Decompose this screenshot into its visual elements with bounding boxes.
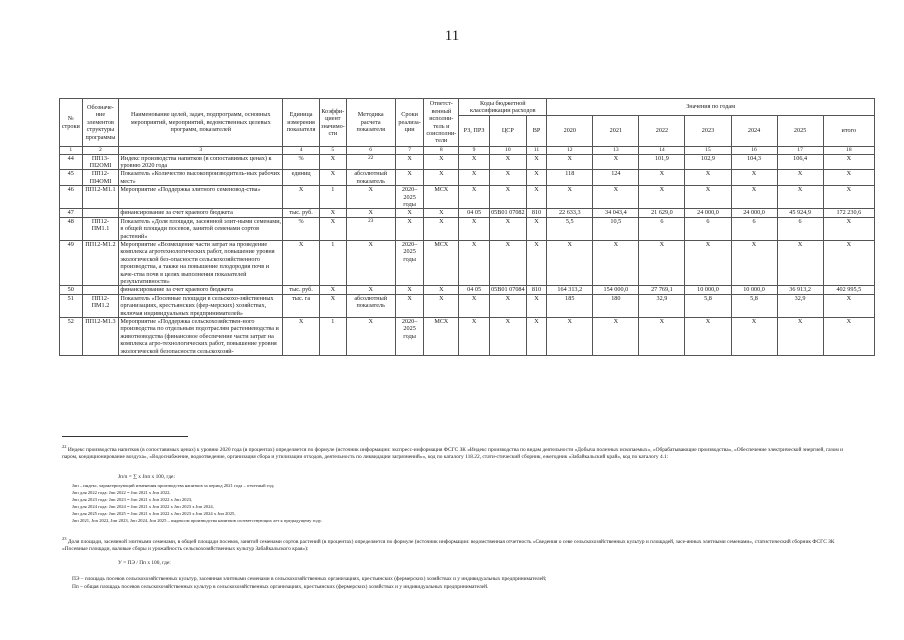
footnote-22-line: Jпп – индекс, характеризующий изменения производства напитков за период 2021 года – отчетный год; xyxy=(72,483,275,488)
value-2023: X xyxy=(685,170,731,186)
header-budget-codes: Коды бюджетной классификации расходов xyxy=(459,99,547,116)
csr-cell: X xyxy=(489,318,526,356)
footnote-23 xyxy=(62,535,854,553)
header-2022: 2022 xyxy=(639,116,685,147)
responsible-cell: МСХ xyxy=(424,240,459,285)
footnote-23-line: ПЭ – площадь посевов сельскохозяйственных культур, засеянная элитными семенами в сельскохозяйственных организациях, крестьянских (фермерских) хозяйствах и у индивидуальных предпринимателей; xyxy=(72,576,547,582)
value-2023: X xyxy=(685,240,731,285)
header-2023: 2023 xyxy=(685,116,731,147)
responsible-cell: МСХ xyxy=(424,186,459,209)
csr-cell: X xyxy=(489,217,526,240)
value-total: 402 995,5 xyxy=(823,286,874,294)
designation-cell: ПП13-ПI2ОМI xyxy=(82,154,119,170)
value-total: X xyxy=(823,294,874,317)
col-number: 11 xyxy=(526,147,546,155)
vr-cell: X xyxy=(526,170,546,186)
rz-cell: X xyxy=(459,186,490,209)
value-2023: 10 000,0 xyxy=(685,286,731,294)
table-row xyxy=(60,240,875,285)
row-number: 51 xyxy=(60,294,83,317)
name-cell: Мероприятие «Возмещение части затрат на проведение комплекса агротехнологических работ, повышение уровня экологической без-опасности сельскохозяйственного производства, а также на повышение плодородия почв и каче-ства почв в целях выполнения показателей результативности» xyxy=(119,240,283,285)
name-cell: Мероприятие «Поддержка элитного семеновод-ства» xyxy=(119,186,283,209)
header-designation: Обозначе-ние элементов структуры программы xyxy=(82,99,119,147)
header-2021: 2021 xyxy=(593,116,639,147)
value-total: X xyxy=(823,240,874,285)
col-number: 5 xyxy=(320,147,347,155)
responsible-cell: X xyxy=(424,209,459,217)
designation-cell: ПП12-ПI4ОМI xyxy=(82,170,119,186)
value-2021: 124 xyxy=(593,170,639,186)
term-cell: 2020–2025 годы xyxy=(395,186,424,209)
value-2025: 6 xyxy=(777,217,823,240)
header-2020: 2020 xyxy=(547,116,593,147)
rz-cell: 04 05 xyxy=(459,209,490,217)
value-2023: X xyxy=(685,186,731,209)
rz-cell: 04 05 xyxy=(459,286,490,294)
designation-cell: ПП12-ПМ1.1 xyxy=(82,217,119,240)
name-cell xyxy=(119,318,283,356)
header-total: итого xyxy=(823,116,874,147)
designation-cell xyxy=(82,286,119,294)
designation-cell: ПП12-М1.2 xyxy=(82,240,119,285)
footnote-22-line: Jпп для 2022 года: Jпп 2022 = Jпп 2021 x Jпп 2022, xyxy=(72,490,171,495)
value-2021: X xyxy=(593,154,639,170)
value-2025: X xyxy=(777,186,823,209)
col-number: 13 xyxy=(593,147,639,155)
value-2021: X xyxy=(593,186,639,209)
coef-cell: 1 xyxy=(320,318,347,356)
unit-cell: % xyxy=(283,154,320,170)
header-term: Сроки реализа-ции xyxy=(395,99,424,147)
value-2024: X xyxy=(731,170,777,186)
footnote-23-mark: 23 xyxy=(62,536,67,541)
value-2023: 24 000,0 xyxy=(685,209,731,217)
term-cell: X xyxy=(395,217,424,240)
footnote-22-text: Индекс производства напитков (в сопоставимых ценах) к уровню 2020 года (в процентах) определяется по формуле (источник информации: экспресс-информация ФСГС ЗК «Индекс производства по видам деятельности «Добыча полезных ископаемых», «Обрабатывающие производства», «Обеспечение электрической энергией, газом и паром, кондиционирование воздуха», «Водоснабжение, водоотведение, организация сбора и утилизации отходов, деятельность по ликвидации загрязнений»», код по каталогу 118.22, стати-стический сборник, ежегодник «Забайкальский край», код по каталогу 4.1: xyxy=(62,446,844,460)
term-cell: X xyxy=(395,154,424,170)
header-2025: 2025 xyxy=(777,116,823,147)
header-rz: РЗ, ПРЗ xyxy=(459,116,490,147)
rz-cell: X xyxy=(459,217,490,240)
value-2022: 6 xyxy=(639,217,685,240)
coef-cell: X xyxy=(320,170,347,186)
csr-cell: X xyxy=(489,170,526,186)
col-number: 17 xyxy=(777,147,823,155)
header-coef: Коэффи-циент значимо-сти xyxy=(320,99,347,147)
header-csr: ЦСР xyxy=(489,116,526,147)
footnote-rule xyxy=(62,436,188,437)
header-vr: ВР xyxy=(526,116,546,147)
responsible-cell: X xyxy=(424,170,459,186)
value-2020: 185 xyxy=(547,294,593,317)
rz-cell: X xyxy=(459,154,490,170)
row-number: 52 xyxy=(60,318,83,356)
unit-cell: тыс. руб. xyxy=(283,209,320,217)
name-cell: финансирование за счет краевого бюджета xyxy=(119,286,283,294)
col-number: 7 xyxy=(395,147,424,155)
row-number: 45 xyxy=(60,170,83,186)
method-cell: X xyxy=(346,318,395,356)
value-2021: 10,5 xyxy=(593,217,639,240)
coef-cell: 1 xyxy=(320,240,347,285)
term-cell: X xyxy=(395,209,424,217)
unit-cell: единиц xyxy=(283,170,320,186)
term-cell: 2020–2025 годы xyxy=(395,318,424,356)
col-number: 9 xyxy=(459,147,490,155)
vr-cell: X xyxy=(526,294,546,317)
designation-cell: ПП12-М1.1 xyxy=(82,186,119,209)
value-2021: 180 xyxy=(593,294,639,317)
value-2023: 102,9 xyxy=(685,154,731,170)
term-cell: X xyxy=(395,286,424,294)
name-cell-clip: Мероприятие «Поддержка сельскохозяйствен-ного производства по отдельным подотраслям растениеводства и животноводства (финансовое обеспечение части затрат на комплекса агро-технологических работ, повышение уровня экологической безопасности сельскохозяй- xyxy=(120,318,279,355)
footnote-22-formula: Jп/п = ∑ x Jпп x 100, где: xyxy=(118,474,175,480)
name-cell: Показатель «Доля площади, засеянной элит-ными семенами, в общей площади посевов, занятой семенами сортов растений» xyxy=(120,217,282,240)
csr-cell: X xyxy=(489,154,526,170)
table-row xyxy=(60,154,875,170)
unit-cell: X xyxy=(283,240,320,285)
col-number: 2 xyxy=(82,147,119,155)
method-cell: абсолютный показатель xyxy=(346,170,395,186)
value-2024: X xyxy=(731,186,777,209)
footnote-22-line: Jпп для 2024 года: Jпп 2024 = Jпп 2021 x Jпп 2022 x Jпп 2023 x Jпп 2024, xyxy=(72,504,214,509)
table-row xyxy=(60,217,875,240)
vr-cell: 810 xyxy=(526,209,546,217)
table-row xyxy=(60,294,875,317)
footnote-23-line: Пп – общая площадь посевов сельскохозяйственных культур в сельскохозяйственных организациях, крестьянских (фермерских) хозяйствах и у индивидуальных предпринимателей. xyxy=(72,584,489,590)
coef-cell: X xyxy=(320,154,347,170)
designation-cell: ПП12-М1.3 xyxy=(82,318,119,356)
designation-cell xyxy=(82,209,119,217)
row-number: 46 xyxy=(60,186,83,209)
table-body xyxy=(60,154,875,356)
rz-cell: X xyxy=(459,240,490,285)
value-2021: X xyxy=(593,240,639,285)
term-cell: X xyxy=(395,170,424,186)
value-total: X xyxy=(823,170,874,186)
value-2025: 106,4 xyxy=(777,154,823,170)
value-2020: X xyxy=(547,318,593,356)
unit-cell: X xyxy=(283,318,320,356)
vr-cell: X xyxy=(526,318,546,356)
header-2024: 2024 xyxy=(731,116,777,147)
unit-cell: тыс. га xyxy=(283,294,320,317)
value-2024: X xyxy=(731,240,777,285)
footnote-23-text: Доля площади, засеянной элитными семенами, в общей площади посевов, занятой семенами сортов растений (в процентах) определяется по формуле (источник информации: ведомственная отчетность «Сведения о севе сельскохозяйственных культур и площадей, засе-янных элитными семенами», статистический сборник ФСГС ЗК «Посевные площади, валовые сборы и урожайность сельскохозяйственных культур Забайкальского края»): xyxy=(62,538,835,552)
page-number: 11 xyxy=(444,28,460,44)
coef-cell: X xyxy=(320,294,347,317)
value-2025: 45 924,9 xyxy=(777,209,823,217)
table-row xyxy=(60,318,875,356)
col-number: 8 xyxy=(424,147,459,155)
method-cell: X xyxy=(346,186,395,209)
footnote-22-line: Jпп для 2025 года: Jпп 2025 = Jпп 2021 x Jпп 2022 x Jпп 2023 x Jпп 2024 x Jпп 2025, xyxy=(72,511,236,516)
value-2020: 5,5 xyxy=(547,217,593,240)
rz-cell: X xyxy=(459,170,490,186)
name-cell: Показатель «Количество высокопроизводитель-ных рабочих мест» xyxy=(119,170,283,186)
method-cell: абсолютный показатель xyxy=(346,294,395,317)
value-2021: 34 043,4 xyxy=(593,209,639,217)
responsible-cell: X xyxy=(424,286,459,294)
method-cell xyxy=(346,154,395,170)
value-total: 172 230,6 xyxy=(823,209,874,217)
value-2024: X xyxy=(731,318,777,356)
col-number: 4 xyxy=(283,147,320,155)
value-2022: 27 769,1 xyxy=(639,286,685,294)
value-2020: 22 633,3 xyxy=(547,209,593,217)
value-2022: 101,9 xyxy=(639,154,685,170)
value-2024: 5,8 xyxy=(731,294,777,317)
value-2020: X xyxy=(547,154,593,170)
value-total: X xyxy=(823,154,874,170)
value-2023: 6 xyxy=(685,217,731,240)
value-2020: X xyxy=(547,186,593,209)
header-no: № строки xyxy=(60,99,83,147)
col-number: 1 xyxy=(60,147,83,155)
csr-cell: X xyxy=(489,294,526,317)
coef-cell: X xyxy=(320,209,347,217)
footnote-ref: 23 xyxy=(368,217,374,224)
col-number: 16 xyxy=(731,147,777,155)
program-table xyxy=(59,98,875,356)
name-cell: Индекс производства напитков (в сопоставимых ценах) к уровню 2020 года xyxy=(119,154,283,170)
value-2025: 36 913,2 xyxy=(777,286,823,294)
value-2025: X xyxy=(777,318,823,356)
vr-cell: X xyxy=(526,240,546,285)
method-cell: X xyxy=(346,240,395,285)
header-responsible: Ответст-венный исполни-тель и соисполни-тели xyxy=(424,99,459,147)
value-2023: X xyxy=(685,318,731,356)
unit-cell: тыс. руб. xyxy=(283,286,320,294)
rz-cell: X xyxy=(459,318,490,356)
coef-cell: X xyxy=(320,286,347,294)
row-number: 48 xyxy=(60,217,83,240)
value-2022: 21 629,0 xyxy=(639,209,685,217)
value-total: X xyxy=(823,217,874,240)
term-cell: 2020–2025 годы xyxy=(395,240,424,285)
value-2022: X xyxy=(639,170,685,186)
csr-cell: X xyxy=(489,186,526,209)
value-2025: X xyxy=(777,170,823,186)
value-2021: 154 000,0 xyxy=(593,286,639,294)
value-total: X xyxy=(823,186,874,209)
method-cell: X xyxy=(346,209,395,217)
value-2023: 5,8 xyxy=(685,294,731,317)
col-number: 3 xyxy=(119,147,283,155)
footnote-23-formula: У = ПЭ / Пп x 100, где: xyxy=(118,560,171,566)
term-cell: X xyxy=(395,294,424,317)
header-method: Методика расчета показателя xyxy=(346,99,395,147)
table-row xyxy=(60,170,875,186)
header-unit: Единица измерения показателя xyxy=(283,99,320,147)
footnote-22 xyxy=(62,443,854,461)
col-number: 12 xyxy=(547,147,593,155)
value-2025: 32,9 xyxy=(777,294,823,317)
value-2024: 104,3 xyxy=(731,154,777,170)
unit-cell: % xyxy=(283,217,320,240)
col-number: 18 xyxy=(823,147,874,155)
value-2024: 10 000,0 xyxy=(731,286,777,294)
table-row xyxy=(60,186,875,209)
unit-cell: X xyxy=(283,186,320,209)
method-cell: X xyxy=(346,286,395,294)
method-cell xyxy=(346,217,395,240)
footnote-22-mark: 22 xyxy=(62,444,67,449)
designation-cell: ПП12-ПМ1.2 xyxy=(82,294,119,317)
col-number: 10 xyxy=(489,147,526,155)
value-2022: X xyxy=(639,240,685,285)
responsible-cell: X xyxy=(424,217,459,240)
row-number: 47 xyxy=(60,209,83,217)
footnote-ref: 22 xyxy=(368,154,374,161)
name-cell: Показатель «Посевные площади в сельскохо-зяйственных организациях, крестьянских (фер-мерских) хозяйствах, включая индивидуальных предпринимателей» xyxy=(119,294,283,317)
vr-cell: 810 xyxy=(526,286,546,294)
csr-cell: 05В01 07084 xyxy=(491,286,525,294)
value-2020: 164 313,2 xyxy=(547,286,593,294)
col-number: 15 xyxy=(685,147,731,155)
row-number: 49 xyxy=(60,240,83,285)
footnote-22-line: Jпп для 2023 года: Jпп 2023 = Jпп 2021 x Jпп 2022 x Jпп 2023, xyxy=(72,497,193,502)
value-2022: 32,9 xyxy=(639,294,685,317)
responsible-cell: X xyxy=(424,154,459,170)
coef-cell: 1 xyxy=(320,186,347,209)
csr-cell: 05В01 07082 xyxy=(491,209,525,217)
row-number: 50 xyxy=(60,286,83,294)
responsible-cell: X xyxy=(424,294,459,317)
header-values-by-year: Значения по годам xyxy=(547,99,875,116)
vr-cell: X xyxy=(526,186,546,209)
value-total: X xyxy=(823,318,874,356)
column-number-row xyxy=(60,147,875,155)
value-2020: X xyxy=(547,240,593,285)
table-row xyxy=(60,286,875,294)
value-2021: X xyxy=(593,318,639,356)
csr-cell: X xyxy=(489,240,526,285)
value-2024: 6 xyxy=(731,217,777,240)
value-2025: X xyxy=(777,240,823,285)
value-2022: X xyxy=(639,186,685,209)
value-2020: 118 xyxy=(547,170,593,186)
value-2022: X xyxy=(639,318,685,356)
footnote-22-line: Jпп 2021, Jпп 2022, Jпп 2023, Jпп 2024, Jпп 2025 – индексом производства напитков соответствующих лет к предыдущему году. xyxy=(72,518,322,523)
value-2024: 24 000,0 xyxy=(731,209,777,217)
col-number: 14 xyxy=(639,147,685,155)
rz-cell: X xyxy=(459,294,490,317)
table-row xyxy=(60,209,875,217)
header-name: Наименование целей, задач, подпрограмм, основных мероприятий, мероприятий, ведомственных целевых программ, показателей xyxy=(119,99,283,147)
responsible-cell: МСХ xyxy=(424,318,459,356)
vr-cell: X xyxy=(526,154,546,170)
vr-cell: X xyxy=(526,217,546,240)
coef-cell: X xyxy=(320,217,347,240)
col-number: 6 xyxy=(346,147,395,155)
row-number: 44 xyxy=(60,154,83,170)
name-cell: финансирование за счет краевого бюджета xyxy=(119,209,283,217)
